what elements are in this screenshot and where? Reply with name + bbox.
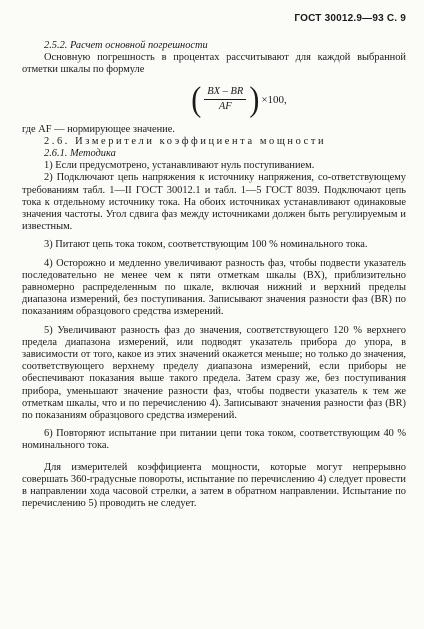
document-body [22,40,406,511]
formula-denominator: AF [218,101,232,113]
item-2: 2) Подключают цепь напряжения к источнику напряжения, со-ответствующему требованиям табл. 1—II ГОСТ 30012.1 и табл. 1—5 ГОСТ 8039. Подключают цепь тока к отдельному источнику тока. На обоих источниках устанавливают одинаковые значения частоты. Угол сдвига фаз между источниками должен быть регулируемым и известным. [22,172,406,233]
item-1: 1) Если предусмотрено, устанавливают нуль поступиванием. [44,160,315,172]
section-2-5-2-text: Основную погрешность в процентах рассчитывают для каждой выбранной отметки шкалы по формуле [22,52,406,76]
section-2-5-2-title: 2.5.2. Расчет основной погрешности [44,40,208,51]
page-header: ГОСТ 30012.9—93 С. 9 [294,13,406,24]
formula-fraction [204,86,246,113]
error-formula [22,80,406,120]
section-2-6-1-title: 2.6.1. Методика [44,148,116,160]
formula-right-paren: ) [249,80,260,119]
closing-paragraph: Для измерителей коэффициента мощности, которые могут непрерывно совершать 360-градусные повороты, испытание по перечислению 4) следует провести в направлении хода часовой стрелки, а затем в обратном направлении. Испытание по перечислению 5) проводить не следует. [22,461,406,510]
formula-left-paren: ( [191,80,202,119]
item-4: 4) Осторожно и медленно увеличивают разность фаз, чтобы подвести указатель последовательно не менее чем к пяти отметкам шкалы (BX), приблизительно равномерно распределенным по шкале, включая нижний и верхний пределы диапазона измерений, без поступивания. Записывают значения разности фаз (BR) по показаниям образцового средства измерений. [22,257,406,318]
formula-numerator: BX – BR [204,86,246,100]
item-3: 3) Питают цепь тока током, соответствующим 100 % номинального тока. [44,239,368,251]
formula-suffix: ×100, [261,93,287,106]
section-2-6-title: 2.6. Измерители коэффициента мощности [44,135,327,147]
item-6: 6) Повторяют испытание при питании цепи тока током, соответствующим 40 % номинального тока. [22,428,406,452]
where-text: где AF — нормирующее значение. [22,123,175,135]
item-5: 5) Увеличивают разность фаз до значения, соответствующего 120 % верхнего предела диапазона измерений, или подводят указатель прибора до упора, в зависимости от того, какое из этих значений окажется меньше; но только до значения, соответствующего верхнему пределу диапазона измерений, если приборы не обеспечивают показания выше такого предела. Затем сразу же, без поступивания прибора, уменьшают значение разности фаз, чтобы подвести указатель к тем же отметкам шкалы, что и по перечислению 4). Записывают значения разности фаз (BR) по показаниям образцового средства измерений. [22,324,406,422]
